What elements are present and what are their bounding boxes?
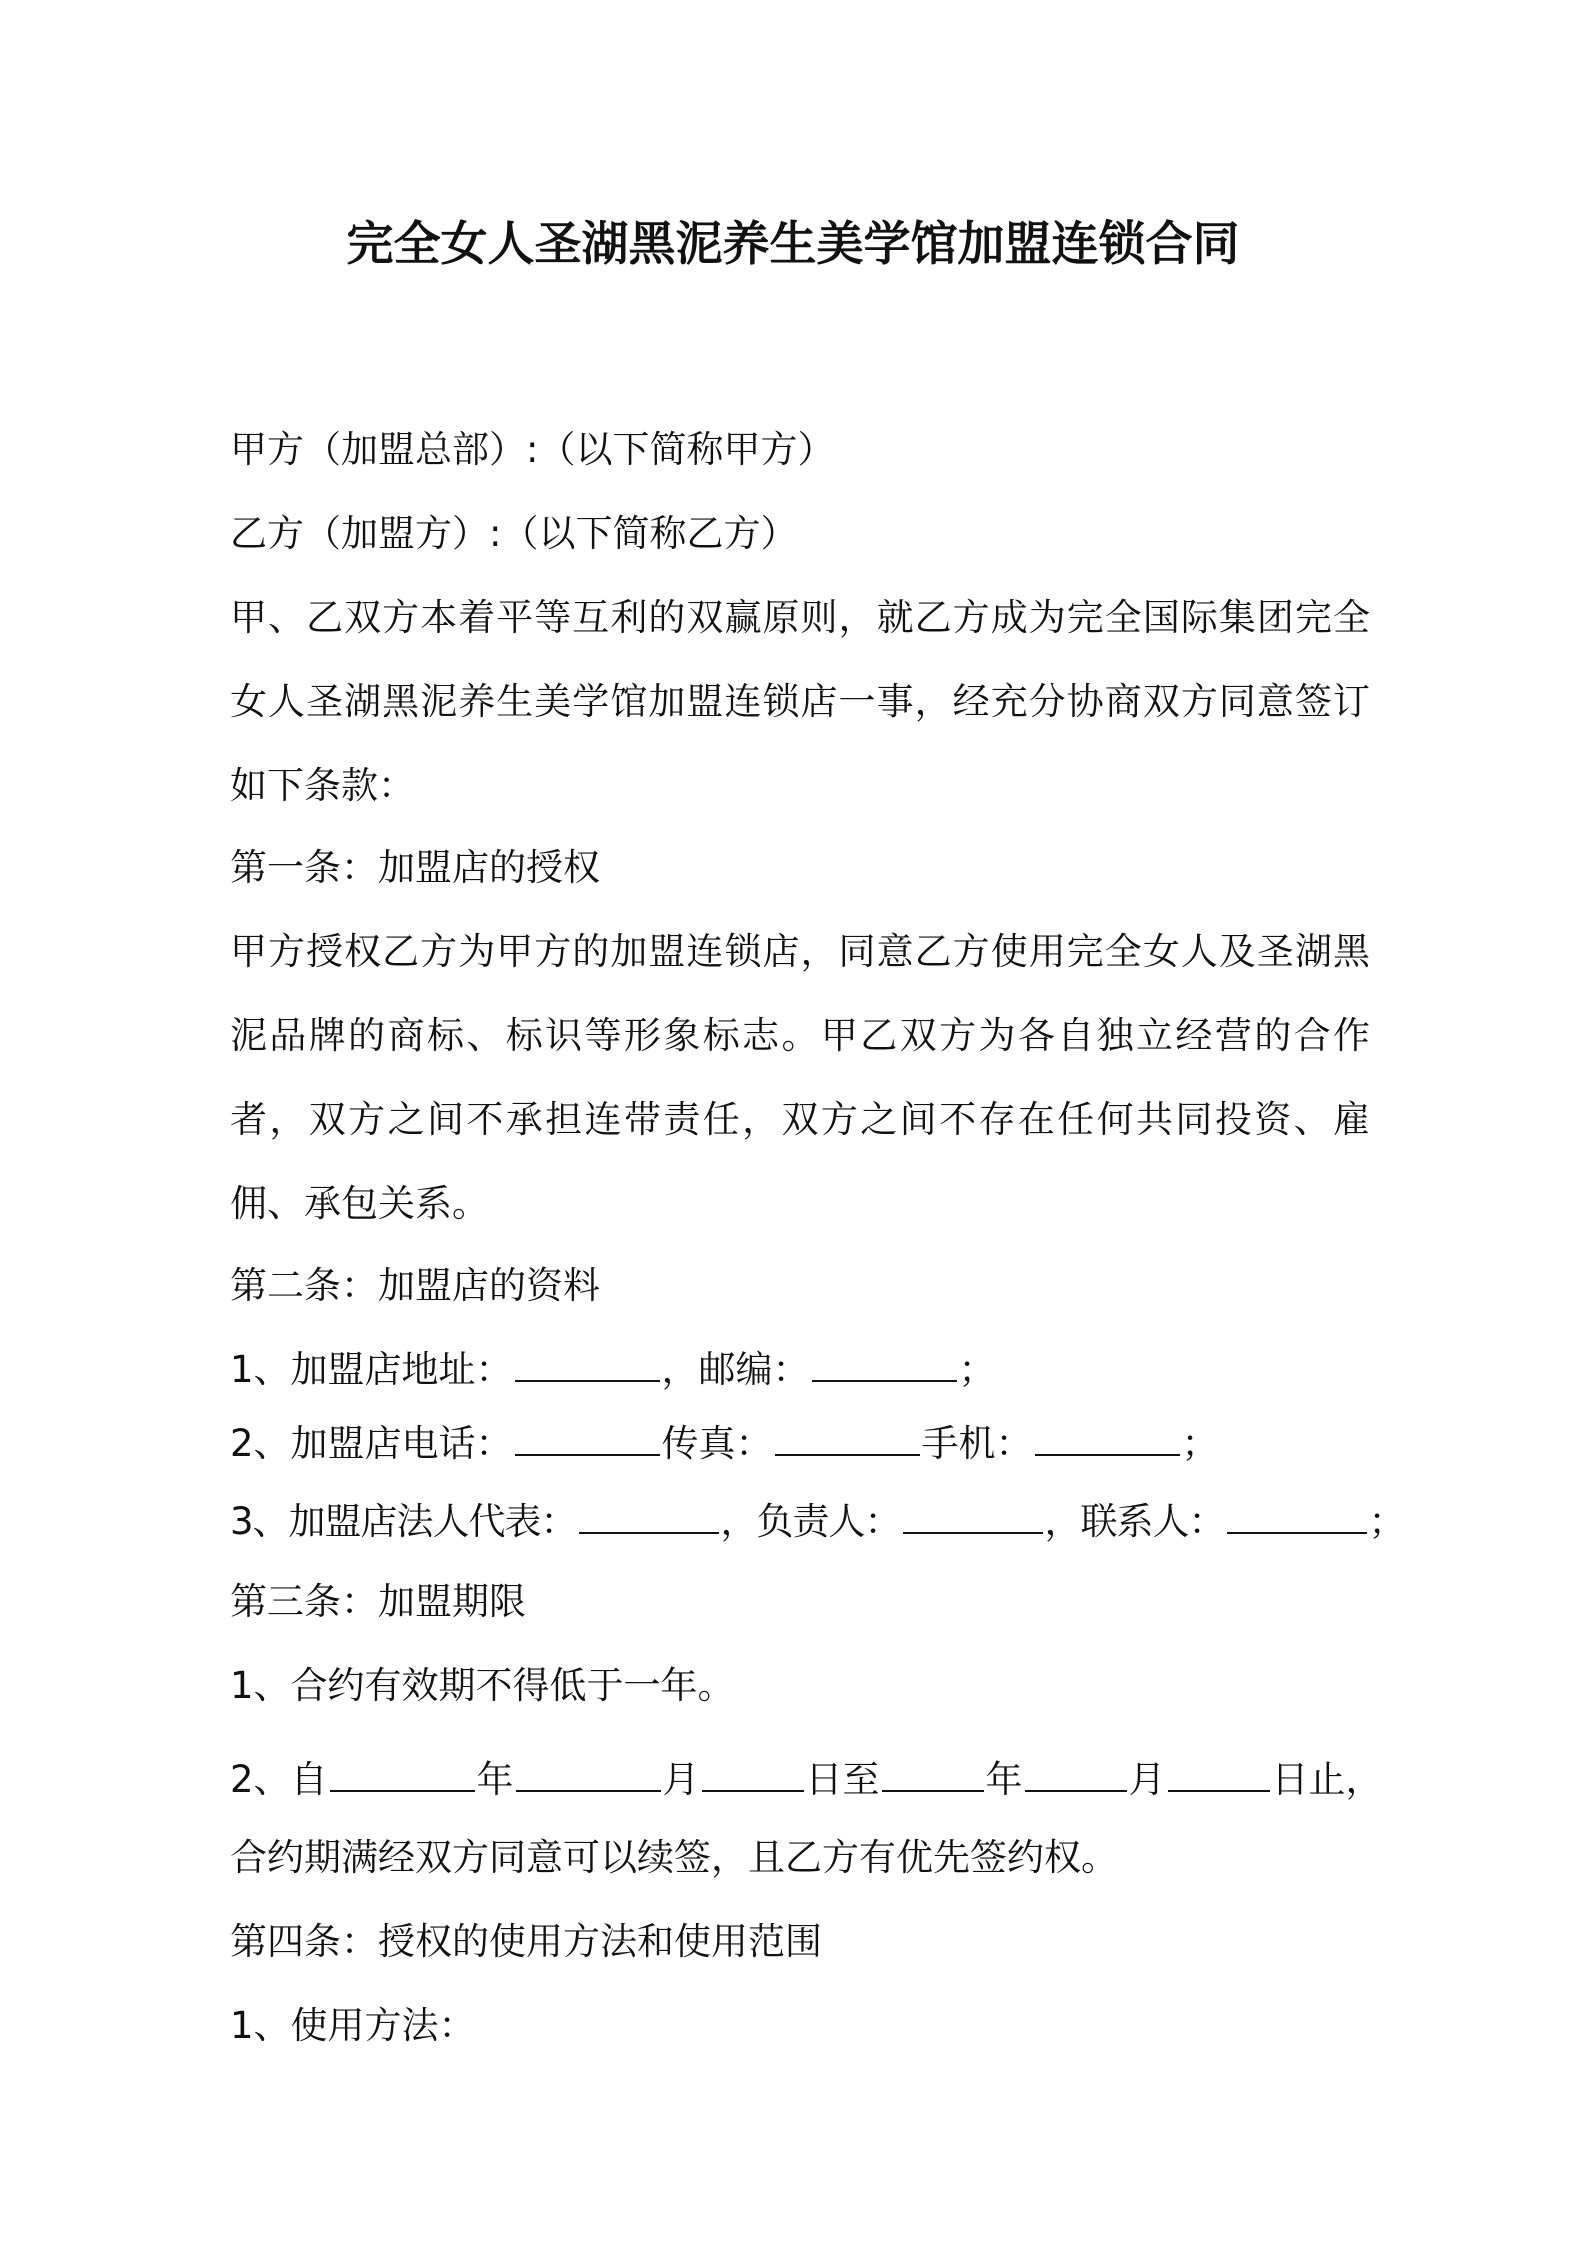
article3-item2 bbox=[230, 1738, 1383, 1822]
preamble-paragraph: 甲、乙双方本着平等互利的双赢原则，就乙方成为完全国际集团完全女人圣湖黑泥养生美学馆加盟连锁店一事，经充分协商双方同意签订如下条款： bbox=[230, 596, 1370, 807]
day-end-label: 日止， bbox=[1271, 1758, 1383, 1801]
postcode-label: ，邮编： bbox=[661, 1348, 810, 1391]
postcode-blank bbox=[812, 1346, 957, 1382]
article4-item1: 1、使用方法： bbox=[230, 2004, 476, 2047]
month-label-2: 月 bbox=[1128, 1758, 1166, 1801]
party-b-line: 乙方（加盟方）:（以下简称乙方） bbox=[230, 512, 798, 555]
article3-heading: 第三条：加盟期限 bbox=[230, 1580, 526, 1623]
article3-item1: 1、合约有效期不得低于一年。 bbox=[230, 1664, 735, 1707]
end-year-blank bbox=[882, 1756, 984, 1792]
address-blank bbox=[515, 1346, 660, 1382]
mobile-blank bbox=[1035, 1420, 1180, 1456]
article1-body: 甲方授权乙方为甲方的加盟连锁店，同意乙方使用完全女人及圣湖黑泥品牌的商标、标识等形象标志。甲乙双方为各自独立经营的合作者，双方之间不承担连带责任，双方之间不存在任何共同投资、雇佣、承包关系。 bbox=[230, 930, 1370, 1225]
article2-heading: 第二条：加盟店的资料 bbox=[230, 1264, 600, 1307]
phone-label: 2、加盟店电话： bbox=[230, 1422, 513, 1465]
year-label-1: 年 bbox=[476, 1758, 514, 1801]
start-year-blank bbox=[330, 1756, 475, 1792]
article3-item2-continuation: 合约期满经双方同意可以续签，且乙方有优先签约权。 bbox=[230, 1836, 1118, 1879]
month-label-1: 月 bbox=[662, 1758, 700, 1801]
article1-heading: 第一条：加盟店的授权 bbox=[230, 846, 600, 889]
fax-blank bbox=[775, 1420, 920, 1456]
manager-label: ，负责人： bbox=[720, 1500, 901, 1543]
item1-end: ； bbox=[958, 1348, 996, 1391]
start-day-blank bbox=[702, 1756, 804, 1792]
day-to-label: 日至 bbox=[805, 1758, 880, 1801]
party-a-line: 甲方（加盟总部）:（以下简称甲方） bbox=[230, 428, 835, 471]
manager-blank bbox=[903, 1498, 1043, 1534]
fax-label: 传真： bbox=[661, 1422, 773, 1465]
legal-rep-blank bbox=[579, 1498, 719, 1534]
end-day-blank bbox=[1168, 1756, 1270, 1792]
address-label: 1、加盟店地址： bbox=[230, 1348, 513, 1391]
phone-blank bbox=[515, 1420, 660, 1456]
start-month-blank bbox=[516, 1756, 661, 1792]
end-month-blank bbox=[1025, 1756, 1127, 1792]
article4-heading: 第四条：授权的使用方法和使用范围 bbox=[230, 1920, 822, 1963]
article2-item3 bbox=[230, 1480, 1405, 1564]
contact-label: ，联系人： bbox=[1044, 1500, 1225, 1543]
year-label-2: 年 bbox=[985, 1758, 1023, 1801]
item3-end: ； bbox=[1368, 1500, 1405, 1543]
article2-item2 bbox=[230, 1402, 1370, 1486]
item2-end: ； bbox=[1181, 1422, 1219, 1465]
document-title: 完全女人圣湖黑泥养生美学馆加盟连锁合同 bbox=[346, 217, 1240, 272]
legal-rep-label: 3、加盟店法人代表： bbox=[230, 1500, 577, 1543]
period-from-label: 2、自 bbox=[230, 1758, 328, 1801]
mobile-label: 手机： bbox=[921, 1422, 1033, 1465]
contact-blank bbox=[1227, 1498, 1367, 1534]
article2-item1 bbox=[230, 1328, 1370, 1412]
